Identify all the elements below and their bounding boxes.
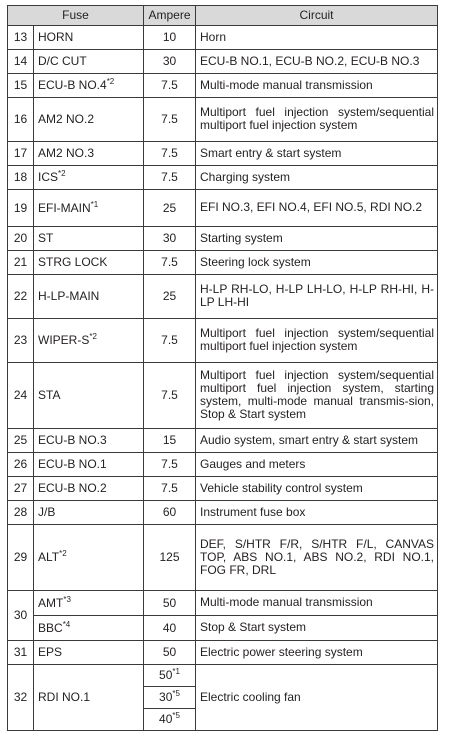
circuit-text: Gauges and meters	[196, 453, 438, 477]
circuit-text: Instrument fuse box	[196, 501, 438, 525]
table-row	[8, 429, 438, 453]
circuit-text: H-LP RH-LO, H-LP LH-LO, H-LP RH-HI, H-LP LH-HI	[196, 275, 438, 319]
row-number: 17	[8, 142, 34, 166]
circuit-text: Horn	[196, 26, 438, 50]
fuse-table	[7, 5, 438, 731]
table-header-row	[8, 6, 438, 26]
table-row	[8, 363, 438, 429]
table-row	[8, 477, 438, 501]
ampere-value: 60	[144, 501, 196, 525]
circuit-text: Multiport fuel injection system/sequential multiport fuel injection system	[196, 319, 438, 363]
footnote-mark: *4	[62, 619, 71, 629]
row-number: 28	[8, 501, 34, 525]
ampere-value: 40	[144, 616, 196, 641]
table-row	[8, 98, 438, 142]
fuse-name: STA	[34, 363, 144, 429]
circuit-text: Smart entry & start system	[196, 142, 438, 166]
circuit-text: Multiport fuel injection system/sequential multiport fuel injection system, starting system, multi-mode manual transmis-sion, Stop & Start system	[196, 363, 438, 429]
fuse-name: RDI NO.1	[34, 665, 144, 731]
fuse-name: AM2 NO.2	[34, 98, 144, 142]
fuse-name: J/B	[34, 501, 144, 525]
circuit-text: Starting system	[196, 227, 438, 251]
row-number: 25	[8, 429, 34, 453]
ampere-value: 7.5	[144, 166, 196, 190]
row-number: 29	[8, 525, 34, 591]
footnote-mark: *2	[58, 169, 66, 178]
ampere-value: 25	[144, 275, 196, 319]
row-number: 22	[8, 275, 34, 319]
row-number: 23	[8, 319, 34, 363]
table-row	[8, 227, 438, 251]
footnote-mark: *5	[172, 689, 180, 698]
footnote-mark: *2	[106, 77, 115, 86]
row-number: 30	[8, 591, 34, 641]
table-row	[8, 616, 438, 641]
table-row	[8, 275, 438, 319]
footnote-mark: *1	[172, 667, 180, 676]
table-row	[8, 453, 438, 477]
header-fuse: Fuse	[8, 6, 144, 26]
circuit-text: DEF, S/HTR F/R, S/HTR F/L, CANVAS TOP, ABS NO.1, ABS NO.2, RDI NO.1, FOG FR, DRL	[196, 525, 438, 591]
ampere-value: 7.5	[144, 142, 196, 166]
ampere-value: 30	[144, 50, 196, 74]
footnote-mark: *2	[89, 332, 97, 341]
ampere-value: 7.5	[144, 453, 196, 477]
fuse-name: STRG LOCK	[34, 251, 144, 275]
ampere-value: 40$^{*5}$	[144, 709, 196, 731]
row-number: 32	[8, 665, 34, 731]
fuse-name: HORN	[34, 26, 144, 50]
ampere-value: 7.5	[144, 319, 196, 363]
ampere-value: 7.5	[144, 363, 196, 429]
circuit-text: Audio system, smart entry & start system	[196, 429, 438, 453]
footnote-mark: *5	[172, 711, 180, 720]
row-number: 20	[8, 227, 34, 251]
fuse-name: ALT$^{*2}$	[34, 525, 144, 591]
circuit-text: Charging system	[196, 166, 438, 190]
ampere-value: 50	[144, 591, 196, 616]
ampere-value: 25	[144, 190, 196, 227]
table-row	[8, 50, 438, 74]
fuse-name: WIPER-$S^{*2}$	[34, 319, 144, 363]
table-row	[8, 501, 438, 525]
fuse-name: ICS$^{*2}$	[34, 166, 144, 190]
row-number: 19	[8, 190, 34, 227]
ampere-value: 15	[144, 429, 196, 453]
ampere-value: 7.5	[144, 98, 196, 142]
fuse-name: ST	[34, 227, 144, 251]
fuse-name: BBC$^{*4}$	[34, 616, 144, 641]
row-number: 15	[8, 74, 34, 98]
header-circuit: Circuit	[196, 6, 438, 26]
table-row	[8, 525, 438, 591]
header-ampere: Ampere	[144, 6, 196, 26]
table-row	[8, 251, 438, 275]
circuit-text: Stop & Start system	[196, 616, 438, 641]
row-number: 27	[8, 477, 34, 501]
row-number: 26	[8, 453, 34, 477]
row-number: 18	[8, 166, 34, 190]
row-number: 13	[8, 26, 34, 50]
ampere-value: 7.5	[144, 477, 196, 501]
ampere-value: 7.5	[144, 74, 196, 98]
circuit-text: Electric power steering system	[196, 641, 438, 665]
table-row	[8, 74, 438, 98]
fuse-name: ECU-B NO.2	[34, 477, 144, 501]
table-row	[8, 190, 438, 227]
fuse-name: ECU-B NO.1	[34, 453, 144, 477]
circuit-text: Multi-mode manual transmission	[196, 591, 438, 616]
row-number: 24	[8, 363, 34, 429]
row-number: 14	[8, 50, 34, 74]
ampere-value: 7.5	[144, 251, 196, 275]
fuse-name: AMT$^{*3}$	[34, 591, 144, 616]
table-row	[8, 665, 438, 687]
fuse-name: ECU-B NO.4$^{*2}$	[34, 74, 144, 98]
fuse-name: EPS	[34, 641, 144, 665]
footnote-mark: *1	[90, 199, 99, 209]
ampere-value: 50$^{*1}$	[144, 665, 196, 687]
footnote-mark: *2	[59, 549, 67, 558]
circuit-text: Multiport fuel injection system/sequential multiport fuel injection system	[196, 98, 438, 142]
row-number: 21	[8, 251, 34, 275]
ampere-value: 10	[144, 26, 196, 50]
table-row	[8, 26, 438, 50]
fuse-name: ECU-B NO.3	[34, 429, 144, 453]
fuse-name: H-LP-MAIN	[34, 275, 144, 319]
table-row	[8, 319, 438, 363]
fuse-name: EFI-MAIN$^{*1}$	[34, 190, 144, 227]
circuit-text: EFI NO.3, EFI NO.4, EFI NO.5, RDI NO.2	[196, 190, 438, 227]
fuse-name: AM2 NO.3	[34, 142, 144, 166]
table-row	[8, 142, 438, 166]
ampere-value: 125	[144, 525, 196, 591]
table-row	[8, 591, 438, 616]
circuit-text: Vehicle stability control system	[196, 477, 438, 501]
footnote-mark: *3	[63, 594, 71, 604]
table-row	[8, 641, 438, 665]
circuit-text: Steering lock system	[196, 251, 438, 275]
circuit-text: Electric cooling fan	[196, 665, 438, 731]
row-number: 16	[8, 98, 34, 142]
row-number: 31	[8, 641, 34, 665]
table-row	[8, 166, 438, 190]
ampere-value: 30$^{*5}$	[144, 687, 196, 709]
circuit-text: Multi-mode manual transmission	[196, 74, 438, 98]
ampere-value: 30	[144, 227, 196, 251]
fuse-name: D/C CUT	[34, 50, 144, 74]
circuit-text: ECU-B NO.1, ECU-B NO.2, ECU-B NO.3	[196, 50, 438, 74]
ampere-value: 50	[144, 641, 196, 665]
